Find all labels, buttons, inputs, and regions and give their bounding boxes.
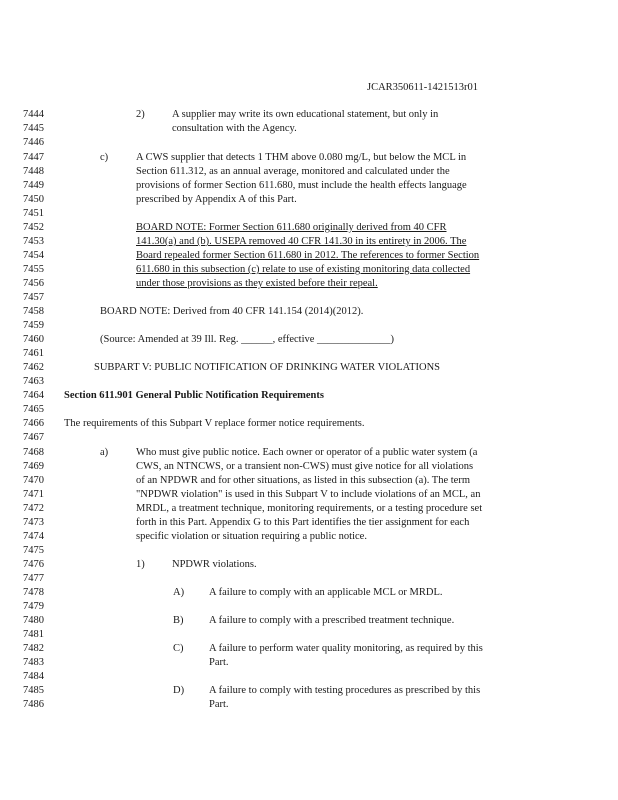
line-number: 7461	[23, 348, 44, 359]
line-number: 7448	[23, 166, 44, 177]
line-number: 7482	[23, 643, 44, 654]
line-number: 7450	[23, 194, 44, 205]
text-line: "NPDWR violation" is used in this Subpart V to include violations of an MCL, an	[136, 489, 481, 500]
text-line: A failure to comply with an applicable MCL or MRDL.	[209, 587, 443, 598]
line-number: 7476	[23, 559, 44, 570]
text-line: A CWS supplier that detects 1 THM above 0.080 mg/L, but below the MCL in	[136, 152, 467, 163]
source-note: (Source: Amended at 39 Ill. Reg. ______, effective ______________)	[100, 334, 395, 345]
line-number: 7483	[23, 657, 44, 668]
line-number: 7486	[23, 699, 44, 710]
line-number: 7471	[23, 489, 44, 500]
text-line: NPDWR violations.	[172, 559, 257, 570]
line-number: 7452	[23, 222, 44, 233]
board-note-line: Board repealed former Section 611.680 in 2012. The references to former Section	[136, 250, 480, 261]
line-number: 7447	[23, 152, 44, 163]
line-number: 7457	[23, 292, 44, 303]
line-number: 7485	[23, 685, 44, 696]
list-marker: A)	[173, 587, 185, 598]
line-number: 7455	[23, 264, 44, 275]
text-line: Part.	[209, 657, 229, 668]
board-note-line: under those provisions as they existed before their repeal.	[136, 278, 378, 289]
text-line: of an NPDWR and for other situations, as listed in this subsection (a). The term	[136, 475, 470, 486]
section-heading: Section 611.901 General Public Notification Requirements	[64, 390, 324, 401]
line-number: 7467	[23, 432, 44, 443]
line-number: 7463	[23, 376, 44, 387]
text-line: Who must give public notice. Each owner or operator of a public water system (a	[136, 447, 478, 458]
list-marker: D)	[173, 685, 185, 696]
text-line: prescribed by Appendix A of this Part.	[136, 194, 297, 205]
line-number: 7477	[23, 573, 44, 584]
line-number: 7456	[23, 278, 44, 289]
list-marker: 1)	[136, 559, 145, 570]
line-number: 7479	[23, 601, 44, 612]
board-note-line: BOARD NOTE: Former Section 611.680 originally derived from 40 CFR	[136, 222, 447, 233]
list-marker: C)	[173, 643, 184, 654]
line-number: 7475	[23, 545, 44, 556]
line-number: 7474	[23, 531, 44, 542]
text-line: A failure to perform water quality monitoring, as required by this	[209, 643, 483, 654]
text-line: A failure to comply with testing procedures as prescribed by this	[209, 685, 481, 696]
line-number: 7451	[23, 208, 44, 219]
board-note-line: 141.30(a) and (b). USEPA removed 40 CFR 141.30 in its entirety in 2006. The	[136, 236, 467, 247]
text-line: A failure to comply with a prescribed treatment technique.	[209, 615, 455, 626]
line-number: 7472	[23, 503, 44, 514]
text-line: Section 611.312, as an annual average, monitored and calculated under the	[136, 166, 450, 177]
text-line: The requirements of this Subpart V replace former notice requirements.	[64, 418, 365, 429]
list-marker: B)	[173, 615, 184, 626]
text-line: consultation with the Agency.	[172, 123, 297, 134]
line-number: 7444	[23, 109, 44, 120]
line-number: 7462	[23, 362, 44, 373]
line-number: 7466	[23, 418, 44, 429]
board-note-derived: BOARD NOTE: Derived from 40 CFR 141.154 (2014)(2012).	[100, 306, 364, 317]
line-number: 7465	[23, 404, 44, 415]
line-number: 7464	[23, 390, 44, 401]
line-number: 7484	[23, 671, 44, 682]
board-note-line: 611.680 in this subsection (c) relate to use of existing monitoring data collected	[136, 264, 471, 275]
text-line: Part.	[209, 699, 229, 710]
list-marker: 2)	[136, 109, 145, 120]
line-number: 7446	[23, 137, 44, 148]
line-number: 7469	[23, 461, 44, 472]
line-number: 7468	[23, 447, 44, 458]
subpart-heading: SUBPART V: PUBLIC NOTIFICATION OF DRINKING WATER VIOLATIONS	[94, 362, 440, 373]
text-line: provisions of former Section 611.680, must include the health effects language	[136, 180, 467, 191]
line-number: 7478	[23, 587, 44, 598]
line-number: 7459	[23, 320, 44, 331]
list-marker: a)	[100, 447, 109, 458]
document-header-id: JCAR350611-1421513r01	[367, 82, 479, 93]
text-line: CWS, an NTNCWS, or a transient non-CWS) must give notice for all violations	[136, 461, 474, 472]
list-marker: c)	[100, 152, 109, 163]
text-line: A supplier may write its own educational statement, but only in	[172, 109, 439, 120]
text-line: MRDL, a treatment technique, monitoring requirements, or a testing procedure set	[136, 503, 483, 514]
text-line: forth in this Part. Appendix G to this Part identifies the tier assignment for each	[136, 517, 470, 528]
line-number: 7473	[23, 517, 44, 528]
line-number: 7449	[23, 180, 44, 191]
line-number: 7480	[23, 615, 44, 626]
line-number: 7445	[23, 123, 44, 134]
line-number: 7481	[23, 629, 44, 640]
line-number: 7453	[23, 236, 44, 247]
line-number: 7470	[23, 475, 44, 486]
line-number: 7454	[23, 250, 44, 261]
text-line: specific violation or situation requiring a public notice.	[136, 531, 367, 542]
line-number: 7460	[23, 334, 44, 345]
line-number: 7458	[23, 306, 44, 317]
